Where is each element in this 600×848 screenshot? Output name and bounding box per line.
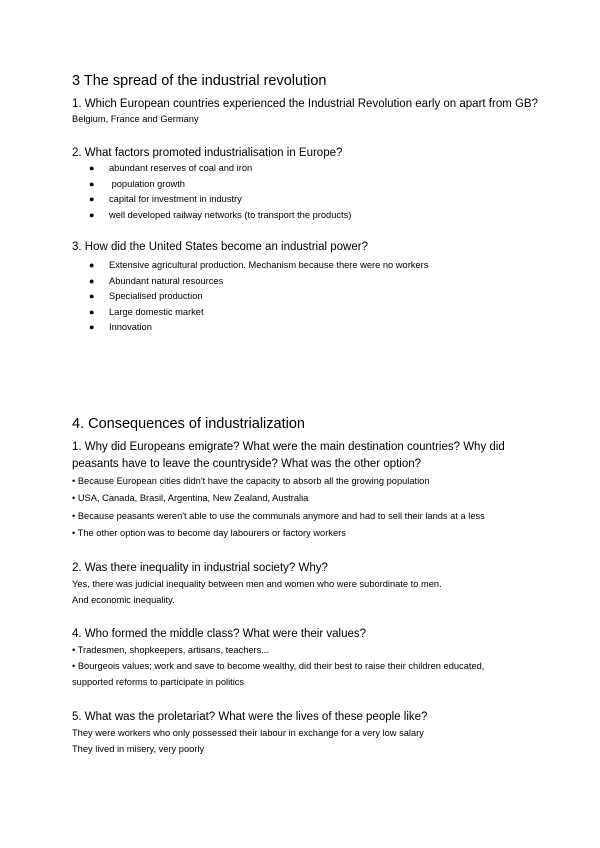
list-item: ● population growth (72, 177, 351, 193)
s4-q4-answer-2: • Bourgeois values; work and save to become wealthy, did their best to raise their children educated, (72, 661, 485, 671)
bullet-icon: ● (89, 306, 95, 317)
bullet-icon: ● (89, 322, 95, 333)
section-3-title: 3 The spread of the industrial revolution (72, 73, 327, 89)
s4-q5-answer-1: They were workers who only possessed their labour in exchange for a very low salary (72, 728, 424, 738)
s4-question-1: 1. Why did Europeans emigrate? What were the main destination countries? Why did peasants have to leave the countryside? What was the other option? (72, 441, 505, 470)
bullet-icon: ● (89, 275, 95, 286)
s4-q1-answer-2: • USA, Canada, Brasil, Argentina, New Zealand, Australia (72, 493, 309, 503)
list-item: ● Abundant natural resources (72, 274, 428, 290)
s4-question-2: 2. Was there inequality in industrial society? Why? (72, 562, 328, 574)
s4-q1-answer-3: • Because peasants weren't able to use the communals anymore and had to sell their lands at a less (72, 511, 485, 521)
section-4-title: 4. Consequences of industrialization (72, 416, 305, 432)
s4-q2-answer-1: Yes, there was judicial inequality between men and women who were subordinate to men. (72, 579, 442, 589)
bullet-icon: ● (89, 178, 95, 189)
bullet-icon: ● (89, 291, 95, 302)
s4-q1-answer-1: • Because European cities didn't have the capacity to absorb all the growing population (72, 476, 430, 486)
list-item: ● Specialised production (72, 289, 428, 305)
bullet-icon: ● (89, 260, 95, 270)
s4-q2-answer-2: And economic inequality. (72, 595, 175, 605)
s4-q5-answer-2: They lived in misery, very poorly (72, 744, 205, 754)
s4-q1-answer-4: • The other option was to become day labourers or factory workers (72, 528, 346, 538)
s3-question-1: 1. Which European countries experienced the Industrial Revolution early on apart from GB? (72, 98, 539, 110)
s3-q3-bullet-list (72, 258, 428, 336)
list-item: ● Large domestic market (72, 305, 428, 321)
list-item: ● Innovation (72, 320, 428, 336)
s3-question-3: 3. How did the United States become an industrial power? (72, 241, 368, 253)
bullet-icon: ● (89, 194, 95, 205)
s4-question-5: 5. What was the proletariat? What were the lives of these people like? (72, 711, 428, 723)
s3-question-2: 2. What factors promoted industrialisation in Europe? (72, 147, 343, 159)
list-item: ● capital for investment in industry (72, 192, 351, 208)
list-item: ● abundant reserves of coal and iron (72, 161, 351, 177)
bullet-icon: ● (89, 209, 95, 220)
list-item: ● Extensive agricultural production. Mechanism because there were no workers (72, 258, 428, 274)
s4-question-4: 4. Who formed the middle class? What were their values? (72, 628, 367, 640)
s3-answer-1: Belgium, France and Germany (72, 114, 199, 124)
bullet-icon: ● (89, 163, 95, 173)
list-item: ● well developed railway networks (to transport the products) (72, 208, 351, 224)
s4-q4-answer-1: • Tradesmen, shopkeepers, artisans, teachers... (72, 645, 270, 655)
s3-q2-bullet-list (72, 161, 351, 223)
s4-q4-answer-3: supported reforms to participate in politics (72, 677, 245, 687)
